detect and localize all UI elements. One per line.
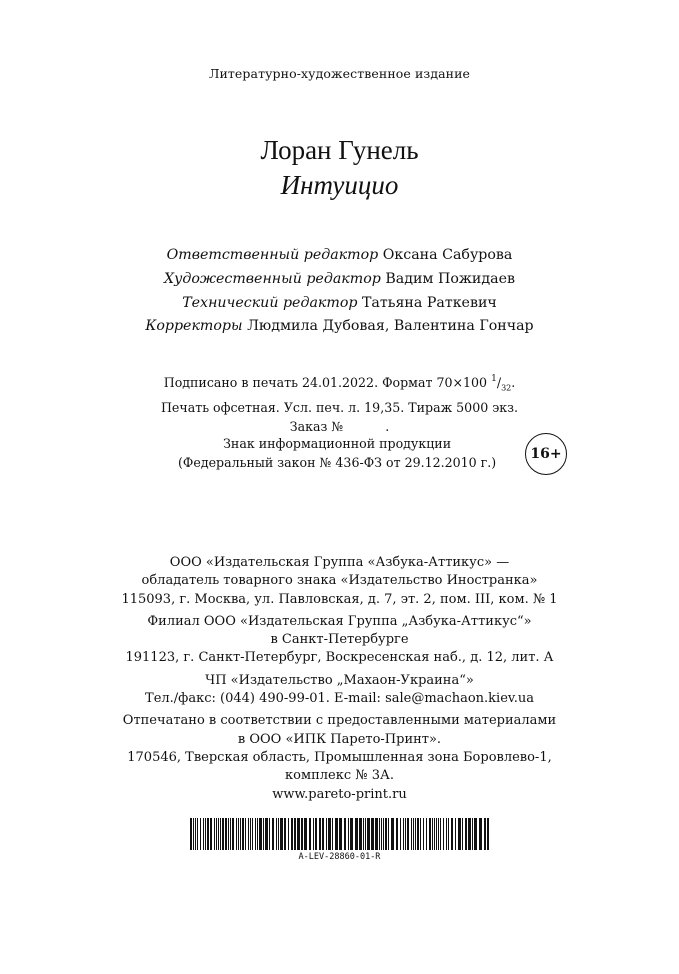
genre-line: Литературно-художественное издание [208,66,471,81]
printer-website: www.pareto-print.ru [272,786,407,802]
credit-role: Ответственный редактор [166,247,379,263]
credit-role: Технический редактор [182,294,358,311]
credit-line [0,292,679,316]
print-signed-line: Подписано в печать 24.01.2022. Формат 70×100 $^1/_{32}$. [163,374,516,393]
publisher-ukraine: ЧП «Издательство „Махаон-Украина“» Тел./факс: (044) 490-99-01. E-mail: sale@machaon.kiev.ua [145,672,534,707]
credit-name: Татьяна Раткевич [361,294,497,311]
credit-line [0,315,679,339]
author-name: Лоран Гунель [260,135,419,165]
editorial-credits [0,244,679,339]
credit-name: Оксана Сабурова [382,247,513,263]
book-title: Интуицио [280,170,399,200]
print-run-line: Печать офсетная. Усл. печ. л. 19,35. Тираж 5000 экз. [160,399,519,415]
format-fraction: $^1/_{32}$ [491,374,512,393]
credit-line [0,268,679,292]
order-line: Заказ № . [289,418,390,434]
credit-line [0,244,679,268]
printing-details [0,371,679,436]
info-product-notice: Знак информационной продукции (Федеральный закон № 436-ФЗ от 29.12.2010 г.) [178,436,497,470]
credit-name: Вадим Пожидаев [385,270,515,287]
age-rating-badge: 16+ [525,433,567,475]
barcode-text: A-LEV-28860-01-R [298,852,381,862]
credit-role: Корректоры [145,318,243,335]
barcode-graphic [190,818,490,850]
credit-name: Людмила Дубовая, Валентина Гончар [247,318,534,335]
publisher-main: ООО «Издательская Группа «Азбука-Аттикус» — обладатель товарного знака «Издательство Иностранка» 115093, г. Москва, ул. Павловская, д. 7, эт. 2, пом. III, ком. № 1 [121,555,558,607]
publisher-branch: Филиал ООО «Издательская Группа „Азбука-Аттикус“» в Санкт-Петербурге 191123, г. Санкт-Петербург, Воскресенская наб., д. 12, лит. А [125,613,554,666]
printer-info: Отпечатано в соответствии с предоставленными материалами в ООО «ИПК Парето-Принт». 170546, Тверская область, Промышленная зона Боровлево-1, комплекс № 3А. www.pareto-print.ru [0,712,679,803]
publisher-block [0,554,679,808]
credit-role: Художественный редактор [164,270,381,287]
